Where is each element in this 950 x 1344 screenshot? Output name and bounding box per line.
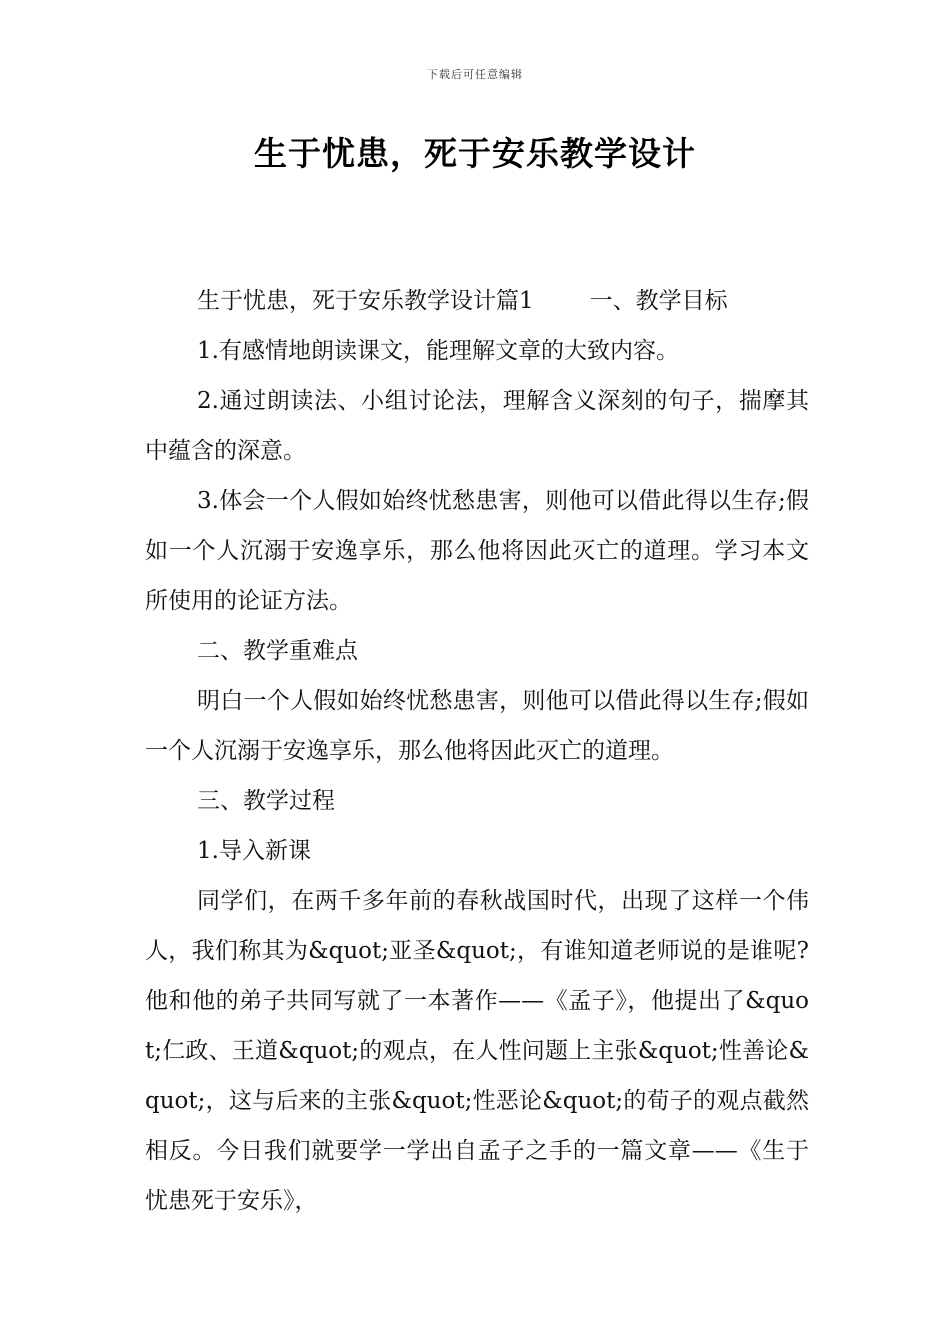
intro-section-title: 生于忧患，死于安乐教学设计篇1 [197, 288, 534, 314]
objective-2: 2.通过朗读法、小组讨论法，理解含义深刻的句子，揣摩其中蕴含的深意。 [145, 388, 809, 464]
document-body [145, 276, 809, 1226]
document-title: 生于忧患，死于安乐教学设计 [254, 134, 696, 173]
objective-1: 1.有感情地朗读课文，能理解文章的大致内容。 [197, 338, 679, 364]
heading-objectives: 一、教学目标 [589, 288, 728, 314]
heading-introduction: 1.导入新课 [197, 838, 311, 864]
header-note: 下载后可任意编辑 [427, 68, 523, 81]
heading-process: 三、教学过程 [197, 788, 335, 814]
key-points-text: 明白一个人假如始终忧愁患害，则他可以借此得以生存;假如一个人沉溺于安逸享乐，那么他将因此灭亡的道理。 [145, 688, 809, 764]
introduction-text: 同学们，在两千多年前的春秋战国时代，出现了这样一个伟人，我们称其为&quot;亚圣&quot;，有谁知道老师说的是谁呢?他和他的弟子共同写就了一本著作——《孟子》，他提出了&quot;仁政、王道&quot;的观点，在人性问题上主张&quot;性善论&quot;，这与后来的主张&quot;性恶论&quot;的荀子的观点截然相反。今日我们就要学一学出自孟子之手的一篇文章——《生于忧患死于安乐》， [145, 888, 809, 1214]
heading-key-points: 二、教学重难点 [197, 638, 358, 664]
objective-3: 3.体会一个人假如始终忧愁患害，则他可以借此得以生存;假如一个人沉溺于安逸享乐，那么他将因此灭亡的道理。学习本文所使用的论证方法。 [145, 488, 809, 614]
intro-line [145, 276, 809, 326]
